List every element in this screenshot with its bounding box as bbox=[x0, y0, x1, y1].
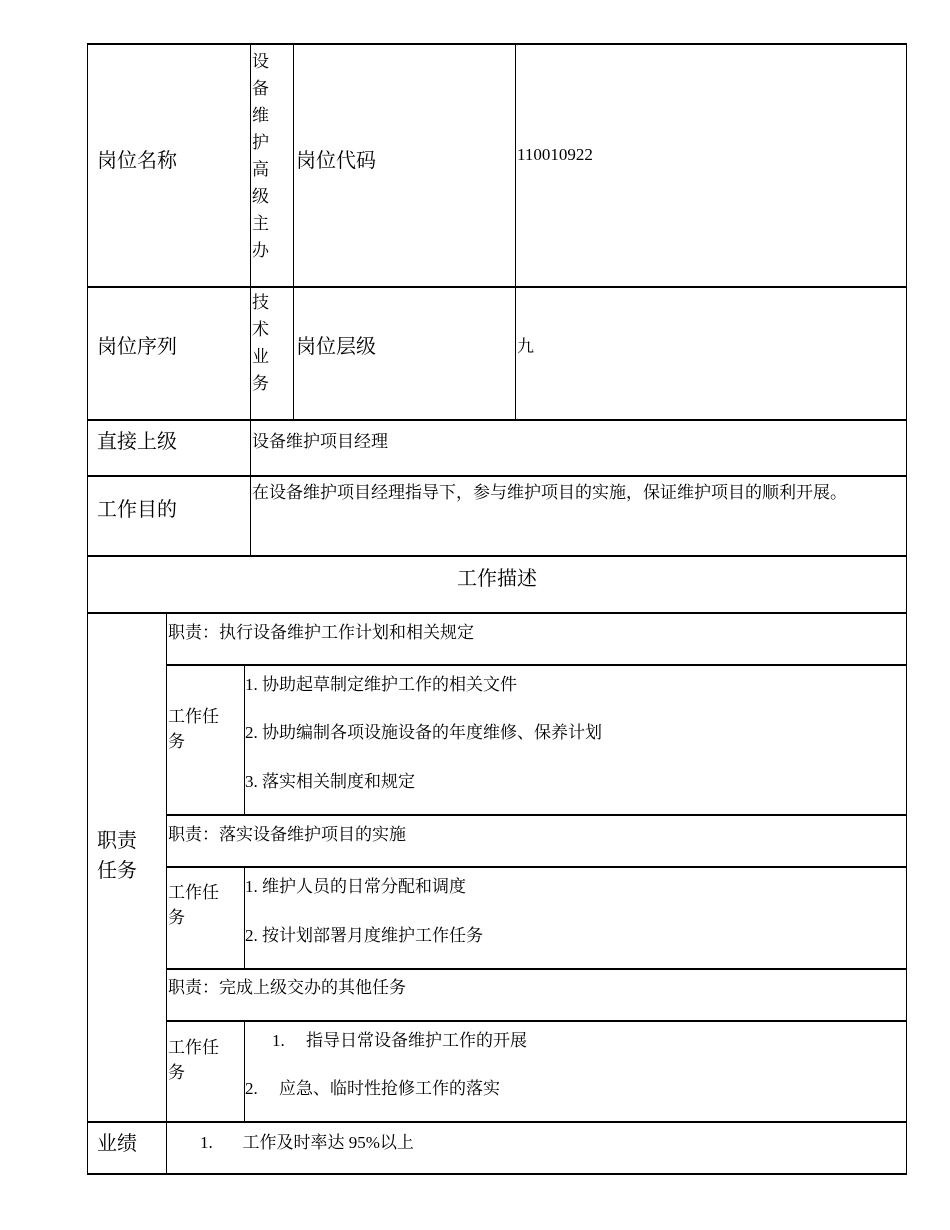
duty3-divider bbox=[166, 1020, 907, 1022]
row-divider-2 bbox=[87, 419, 907, 421]
duties-col-divider bbox=[166, 612, 167, 1175]
duty-2-task-2: 2. 按计划部署月度维护工作任务 bbox=[245, 926, 483, 945]
border-bottom bbox=[87, 1173, 907, 1175]
duty1-end bbox=[166, 814, 907, 816]
post-name-label: 岗位名称 bbox=[97, 150, 177, 172]
row-divider-3 bbox=[87, 475, 907, 477]
post-seq-value: 技术业务 bbox=[252, 293, 269, 393]
duties-label bbox=[97, 826, 147, 886]
duty-2-task-1: 1. 维护人员的日常分配和调度 bbox=[245, 877, 466, 896]
border-top bbox=[87, 43, 907, 45]
duty-1-title: 职责：执行设备维护工作计划和相关规定 bbox=[168, 623, 474, 642]
duty-1-task-label: 工作任务 bbox=[168, 707, 219, 751]
post-name-value: 设备维护高级主办 bbox=[252, 52, 269, 260]
col-divider-c bbox=[515, 43, 516, 421]
duty-2-title: 职责：落实设备维护项目的实施 bbox=[168, 825, 406, 844]
duty-1-task-3: 3. 落实相关制度和规定 bbox=[245, 772, 415, 791]
post-seq-label: 岗位序列 bbox=[97, 336, 177, 358]
col-divider-b bbox=[293, 43, 294, 421]
duty2-divider bbox=[166, 866, 907, 868]
post-code-value: 110010922 bbox=[517, 145, 593, 164]
row-divider-4 bbox=[87, 555, 907, 557]
work-description-heading: 工作描述 bbox=[457, 568, 537, 590]
performance-item-1: 1. 工作及时率达 95%以上 bbox=[200, 1133, 414, 1152]
border-right bbox=[906, 43, 907, 1175]
duty2-end bbox=[166, 968, 907, 970]
border-left bbox=[87, 43, 88, 1175]
duty-3-title: 职责：完成上级交办的其他任务 bbox=[168, 978, 406, 997]
purpose-label: 工作目的 bbox=[97, 499, 177, 521]
row-divider-1 bbox=[87, 286, 907, 288]
col-divider-a bbox=[250, 43, 251, 557]
duty-3-task-2: 2. 应急、临时性抢修工作的落实 bbox=[245, 1079, 500, 1098]
duties-label-text: 职责任务 bbox=[97, 830, 137, 882]
duty-2-task-label: 工作任务 bbox=[168, 883, 219, 927]
task-col-divider-3 bbox=[244, 1020, 245, 1123]
duty-1-task-1: 1. 协助起草制定维护工作的相关文件 bbox=[245, 675, 517, 694]
duty-1-task-2: 2. 协助编制各项设施设备的年度维修、保养计划 bbox=[245, 723, 602, 742]
post-level-label: 岗位层级 bbox=[296, 336, 376, 358]
performance-label: 业绩 bbox=[97, 1133, 137, 1155]
superior-label: 直接上级 bbox=[97, 431, 177, 453]
duty-3-task-label: 工作任务 bbox=[168, 1038, 219, 1082]
duty1-divider bbox=[166, 664, 907, 666]
row-divider-5 bbox=[87, 612, 907, 614]
duties-end bbox=[87, 1121, 907, 1123]
post-code-label: 岗位代码 bbox=[296, 150, 376, 172]
post-level-value: 九 bbox=[517, 337, 534, 356]
duty-3-task-1: 1. 指导日常设备维护工作的开展 bbox=[272, 1031, 527, 1050]
purpose-value: 在设备维护项目经理指导下，参与维护项目的实施，保证维护项目的顺利开展。 bbox=[252, 483, 847, 502]
superior-value: 设备维护项目经理 bbox=[252, 432, 388, 451]
